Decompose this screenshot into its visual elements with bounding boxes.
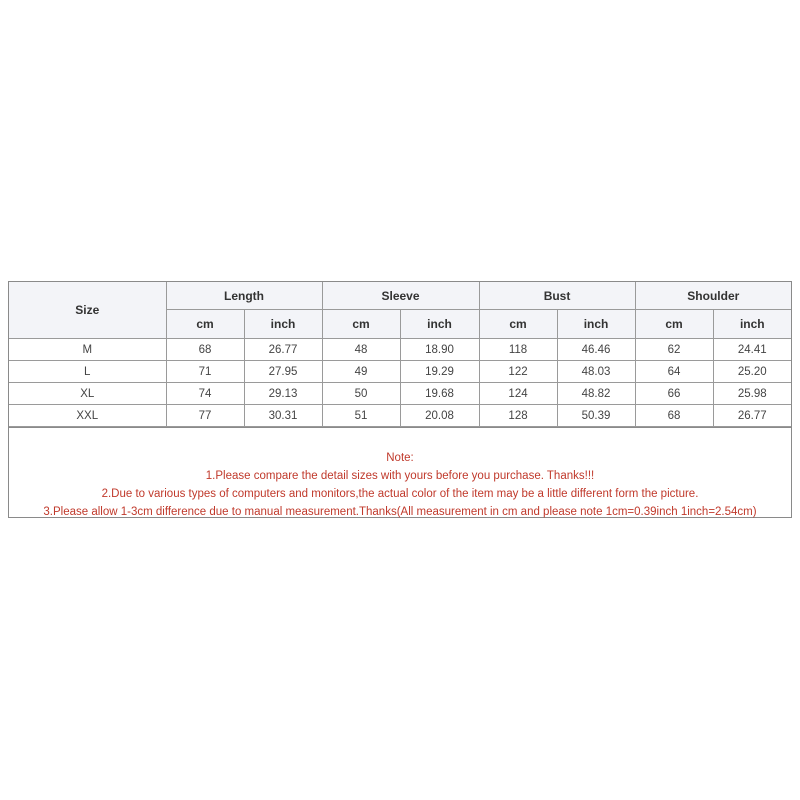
note-title: Note: (386, 452, 414, 464)
table-cell: 48 (322, 339, 400, 361)
table-cell: 26.77 (713, 405, 791, 427)
table-cell: 51 (322, 405, 400, 427)
table-cell: 68 (166, 339, 244, 361)
table-cell: 128 (479, 405, 557, 427)
table-cell: 68 (635, 405, 713, 427)
note-line: 1.Please compare the detail sizes with yours before you purchase. Thanks!!! (205, 470, 595, 482)
table-cell: 122 (479, 361, 557, 383)
size-label: L (9, 361, 166, 383)
table-cell: 50 (322, 383, 400, 405)
unit-header: cm (166, 310, 244, 339)
table-cell: 18.90 (400, 339, 479, 361)
note-line: 3.Please allow 1-3cm difference due to manual measurement.Thanks(All measurement in cm and please note 1cm=0.39inch 1inch=2.54cm) (43, 506, 757, 518)
table-cell: 29.13 (244, 383, 322, 405)
size-table (9, 282, 791, 427)
group-header-shoulder: Shoulder (635, 282, 791, 310)
size-label: M (9, 339, 166, 361)
table-cell: 74 (166, 383, 244, 405)
unit-header: cm (635, 310, 713, 339)
table-cell: 24.41 (713, 339, 791, 361)
table-cell: 27.95 (244, 361, 322, 383)
unit-header: inch (244, 310, 322, 339)
table-cell: 48.82 (557, 383, 635, 405)
table-row (9, 361, 791, 383)
note-line: 2.Due to various types of computers and monitors,the actual color of the item may be a little different form the picture. (101, 488, 699, 500)
table-cell: 50.39 (557, 405, 635, 427)
unit-header: inch (557, 310, 635, 339)
table-cell: 26.77 (244, 339, 322, 361)
table-cell: 77 (166, 405, 244, 427)
table-cell: 124 (479, 383, 557, 405)
size-label: XL (9, 383, 166, 405)
size-label: XXL (9, 405, 166, 427)
size-chart (8, 281, 792, 518)
table-cell: 66 (635, 383, 713, 405)
unit-header: inch (713, 310, 791, 339)
table-cell: 48.03 (557, 361, 635, 383)
table-row (9, 383, 791, 405)
table-cell: 20.08 (400, 405, 479, 427)
unit-header: inch (400, 310, 479, 339)
group-header-sleeve: Sleeve (322, 282, 479, 310)
unit-header: cm (479, 310, 557, 339)
table-cell: 19.68 (400, 383, 479, 405)
table-cell: 64 (635, 361, 713, 383)
table-cell: 62 (635, 339, 713, 361)
table-row (9, 405, 791, 427)
table-cell: 30.31 (244, 405, 322, 427)
table-cell: 71 (166, 361, 244, 383)
group-header-bust: Bust (479, 282, 635, 310)
table-cell: 19.29 (400, 361, 479, 383)
size-column-header: Size (9, 282, 166, 339)
table-cell: 46.46 (557, 339, 635, 361)
notes-section (9, 427, 791, 517)
table-cell: 25.20 (713, 361, 791, 383)
table-cell: 25.98 (713, 383, 791, 405)
group-header-length: Length (166, 282, 322, 310)
unit-header: cm (322, 310, 400, 339)
table-cell: 118 (479, 339, 557, 361)
table-row (9, 339, 791, 361)
table-cell: 49 (322, 361, 400, 383)
